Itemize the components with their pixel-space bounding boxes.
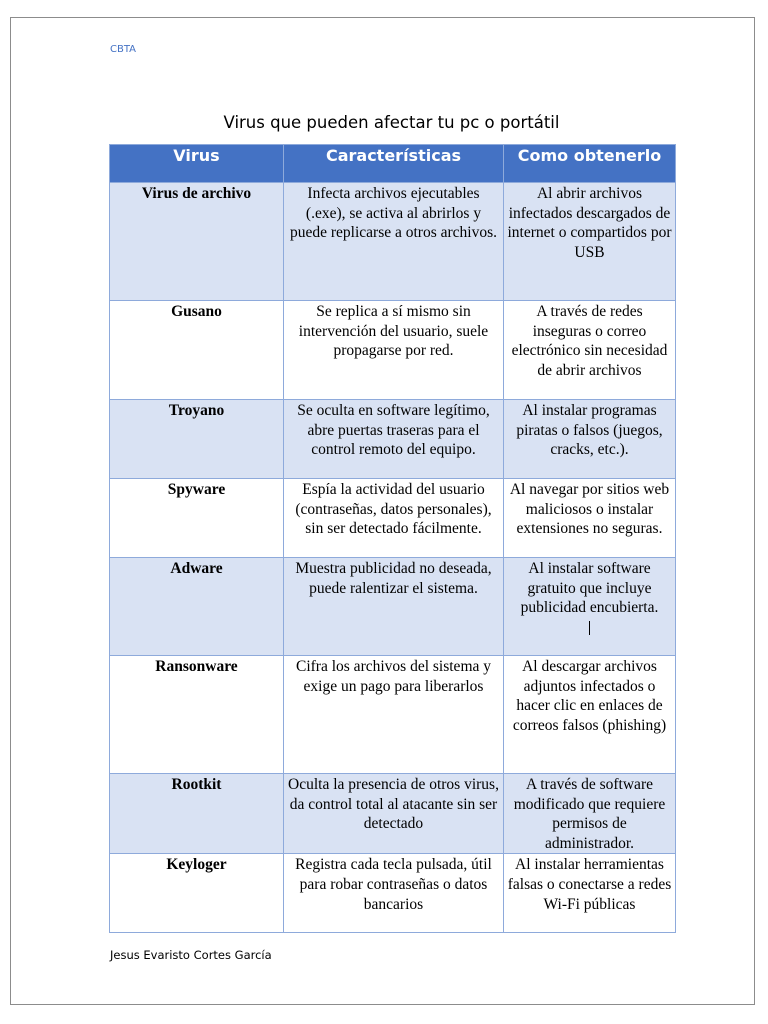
virus-name-cell: Troyano <box>110 400 284 479</box>
how-to-get-cell: Al instalar programas piratas o falsos (juegos, cracks, etc.). <box>504 400 676 479</box>
characteristics-cell: Infecta archivos ejecutables (.exe), se activa al abrirlos y puede replicarse a otros archivos. <box>284 183 504 301</box>
characteristics-cell: Se replica a sí mismo sin intervención del usuario, suele propagarse por red. <box>284 301 504 400</box>
virus-name-cell: Ransonware <box>110 656 284 774</box>
table-row <box>110 774 676 854</box>
how-to-get-cell: Al descargar archivos adjuntos infectados o hacer clic en enlaces de correos falsos (phishing) <box>504 656 676 774</box>
table-header-row <box>110 145 676 183</box>
table-row <box>110 656 676 774</box>
virus-name-cell: Virus de archivo <box>110 183 284 301</box>
table-row <box>110 854 676 933</box>
virus-name-cell: Rootkit <box>110 774 284 854</box>
characteristics-cell: Muestra publicidad no deseada, puede ralentizar el sistema. <box>284 558 504 656</box>
characteristics-cell: Registra cada tecla pulsada, útil para robar contraseñas o datos bancarios <box>284 854 504 933</box>
virus-name-cell: Adware <box>110 558 284 656</box>
table-row <box>110 558 676 656</box>
table-row <box>110 479 676 558</box>
how-to-get-cell: Al abrir archivos infectados descargados de internet o compartidos por USB <box>504 183 676 301</box>
how-to-get-cell: Al instalar herramientas falsas o conectarse a redes Wi-Fi públicas <box>504 854 676 933</box>
characteristics-cell: Espía la actividad del usuario (contraseñas, datos personales), sin ser detectado fácilmente. <box>284 479 504 558</box>
virus-name-cell: Gusano <box>110 301 284 400</box>
page-header: CBTA <box>110 44 137 55</box>
how-to-get-cell: A través de software modificado que requiere permisos de administrador. <box>504 774 676 854</box>
page-footer: Jesus Evaristo Cortes García <box>110 948 272 962</box>
column-header-virus: Virus <box>110 145 284 183</box>
table-row <box>110 183 676 301</box>
characteristics-cell: Oculta la presencia de otros virus, da control total al atacante sin ser detectado <box>284 774 504 854</box>
how-to-get-text: Al instalar software gratuito que incluye publicidad encubierta. <box>520 560 659 617</box>
virus-name-cell: Keyloger <box>110 854 284 933</box>
how-to-get-cell <box>504 558 676 656</box>
document-page <box>10 17 755 1005</box>
column-header-characteristics: Características <box>284 145 504 183</box>
how-to-get-cell: A través de redes inseguras o correo electrónico sin necesidad de abrir archivos <box>504 301 676 400</box>
text-cursor <box>507 618 672 638</box>
column-header-how-to-get: Como obtenerlo <box>504 145 676 183</box>
document-title: Virus que pueden afectar tu pc o portátil <box>223 113 560 132</box>
virus-table <box>109 144 676 933</box>
table-row <box>110 400 676 479</box>
how-to-get-cell: Al navegar por sitios web maliciosos o instalar extensiones no seguras. <box>504 479 676 558</box>
characteristics-cell: Cifra los archivos del sistema y exige un pago para liberarlos <box>284 656 504 774</box>
virus-name-cell: Spyware <box>110 479 284 558</box>
table-row <box>110 301 676 400</box>
characteristics-cell: Se oculta en software legítimo, abre puertas traseras para el control remoto del equipo. <box>284 400 504 479</box>
